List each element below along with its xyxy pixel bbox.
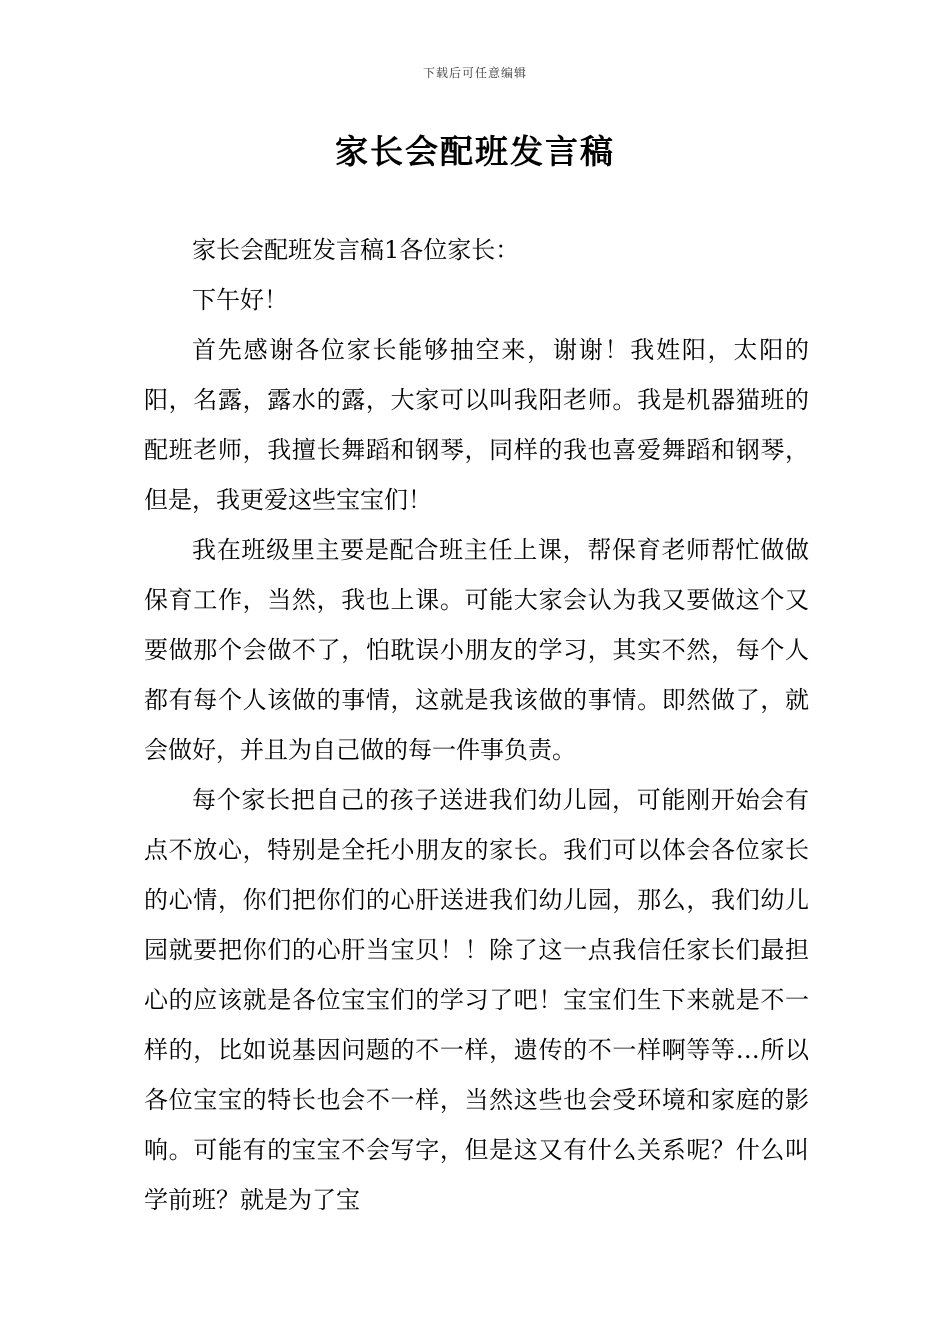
paragraph-greeting-heading: 家长会配班发言稿1各位家长： (192, 236, 520, 264)
paragraph-introduction: 首先感谢各位家长能够抽空来，谢谢！我姓阳，太阳的阳，名露，露水的露，大家可以叫我阳老师。我是机器猫班的配班老师，我擅长舞蹈和钢琴，同样的我也喜爱舞蹈和钢琴，但是，我更爱这些宝宝们！ (144, 336, 809, 514)
document-title: 家长会配班发言稿 (335, 132, 615, 171)
paragraph-responsibilities: 我在班级里主要是配合班主任上课，帮保育老师帮忙做做保育工作，当然，我也上课。可能大家会认为我又要做这个又要做那个会做不了，怕耽误小朋友的学习，其实不然，每个人都有每个人该做的事情，这就是我该做的事情。即然做了，就会做好，并且为自己做的每一件事负责。 (144, 536, 809, 764)
document-body (144, 225, 809, 1225)
header-note: 下载后可任意编辑 (422, 66, 527, 80)
paragraph-greeting: 下午好！ (192, 286, 288, 314)
paragraph-parents-concern: 每个家长把自己的孩子送进我们幼儿园，可能刚开始会有点不放心，特别是全托小朋友的家长。我们可以体会各位家长的心情，你们把你们的心肝送进我们幼儿园，那么，我们幼儿园就要把你们的心肝当宝贝！！除了这一点我信任家长们最担心的应该就是各位宝宝们的学习了吧！宝宝们生下来就是不一样的，比如说基因问题的不一样，遗传的不一样啊等等…所以各位宝宝的特长也会不一样，当然这些也会受环境和家庭的影响。可能有的宝宝不会写字，但是这又有什么关系呢？什么叫学前班？就是为了宝 (144, 786, 809, 1214)
